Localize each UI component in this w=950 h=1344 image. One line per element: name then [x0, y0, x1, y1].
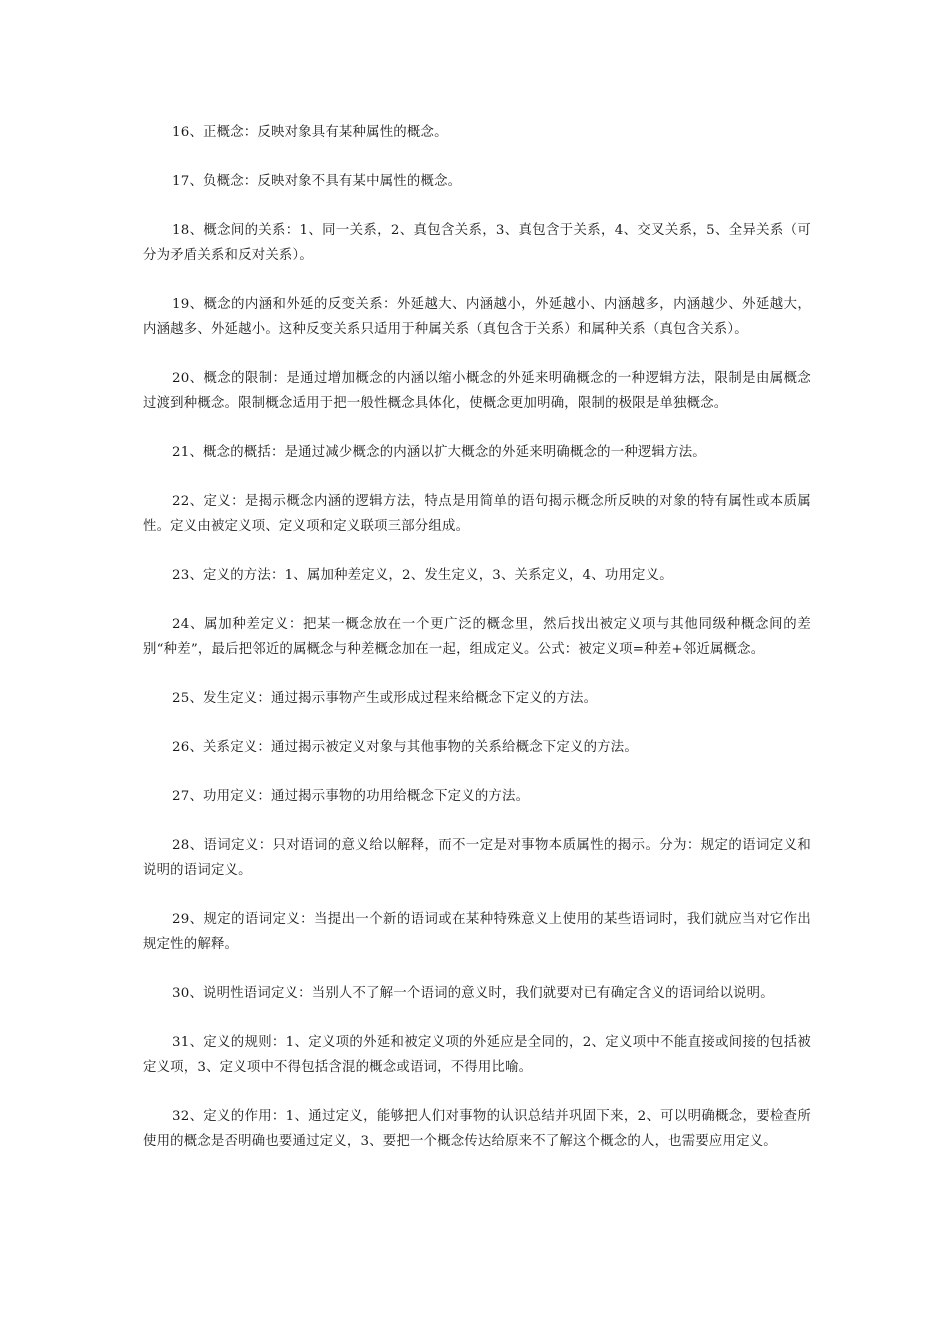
- paragraph-18: 18、概念间的关系：1、同一关系，2、真包含关系，3、真包含于关系，4、交叉关系，5、全异关系（可分为矛盾关系和反对关系）。: [143, 223, 811, 263]
- paragraph-25: 25、发生定义：通过揭示事物产生或形成过程来给概念下定义的方法。: [172, 691, 598, 706]
- paragraph-28: 28、语词定义：只对语词的意义给以解释，而不一定是对事物本质属性的揭示。分为：规定的语词定义和说明的语词定义。: [143, 838, 811, 878]
- paragraph-22: 22、定义：是揭示概念内涵的逻辑方法，特点是用简单的语句揭示概念所反映的对象的特有属性或本质属性。定义由被定义项、定义项和定义联项三部分组成。: [143, 494, 811, 534]
- paragraph-27: 27、功用定义：通过揭示事物的功用给概念下定义的方法。: [172, 789, 530, 804]
- paragraph-17: 17、负概念：反映对象不具有某中属性的概念。: [172, 174, 462, 189]
- paragraph-23: 23、定义的方法：1、属加种差定义，2、发生定义，3、关系定义，4、功用定义。: [172, 568, 673, 583]
- paragraph-16: 16、正概念：反映对象具有某种属性的概念。: [172, 125, 448, 140]
- paragraph-29: 29、规定的语词定义：当提出一个新的语词或在某种特殊意义上使用的某些语词时，我们就应当对它作出规定性的解释。: [143, 912, 811, 952]
- paragraph-19: 19、概念的内涵和外延的反变关系：外延越大、内涵越小，外延越小、内涵越多，内涵越少、外延越大，内涵越多、外延越小。这种反变关系只适用于种属关系（真包含于关系）和属种关系（真包含关系）。: [143, 297, 811, 337]
- paragraph-21: 21、概念的概括：是通过减少概念的内涵以扩大概念的外延来明确概念的一种逻辑方法。: [172, 445, 706, 460]
- paragraph-32: 32、定义的作用：1、通过定义，能够把人们对事物的认识总结并巩固下来，2、可以明确概念，要检查所使用的概念是否明确也要通过定义，3、要把一个概念传达给原来不了解这个概念的人，也需要应用定义。: [143, 1109, 811, 1149]
- paragraph-26: 26、关系定义：通过揭示被定义对象与其他事物的关系给概念下定义的方法。: [172, 740, 638, 755]
- paragraph-24: 24、属加种差定义：把某一概念放在一个更广泛的概念里，然后找出被定义项与其他同级种概念间的差别“种差”，最后把邻近的属概念与种差概念加在一起，组成定义。公式：被定义项=种差+邻近属概念。: [143, 617, 811, 657]
- document-body: [143, 120, 811, 1178]
- paragraph-30: 30、说明性语词定义：当别人不了解一个语词的意义时，我们就要对已有确定含义的语词给以说明。: [172, 986, 774, 1001]
- paragraph-20: 20、概念的限制：是通过增加概念的内涵以缩小概念的外延来明确概念的一种逻辑方法，限制是由属概念过渡到种概念。限制概念适用于把一般性概念具体化，使概念更加明确，限制的极限是单独概念。: [143, 371, 811, 411]
- paragraph-31: 31、定义的规则：1、定义项的外延和被定义项的外延应是全同的，2、定义项中不能直接或间接的包括被定义项，3、定义项中不得包括含混的概念或语词，不得用比喻。: [143, 1035, 811, 1075]
